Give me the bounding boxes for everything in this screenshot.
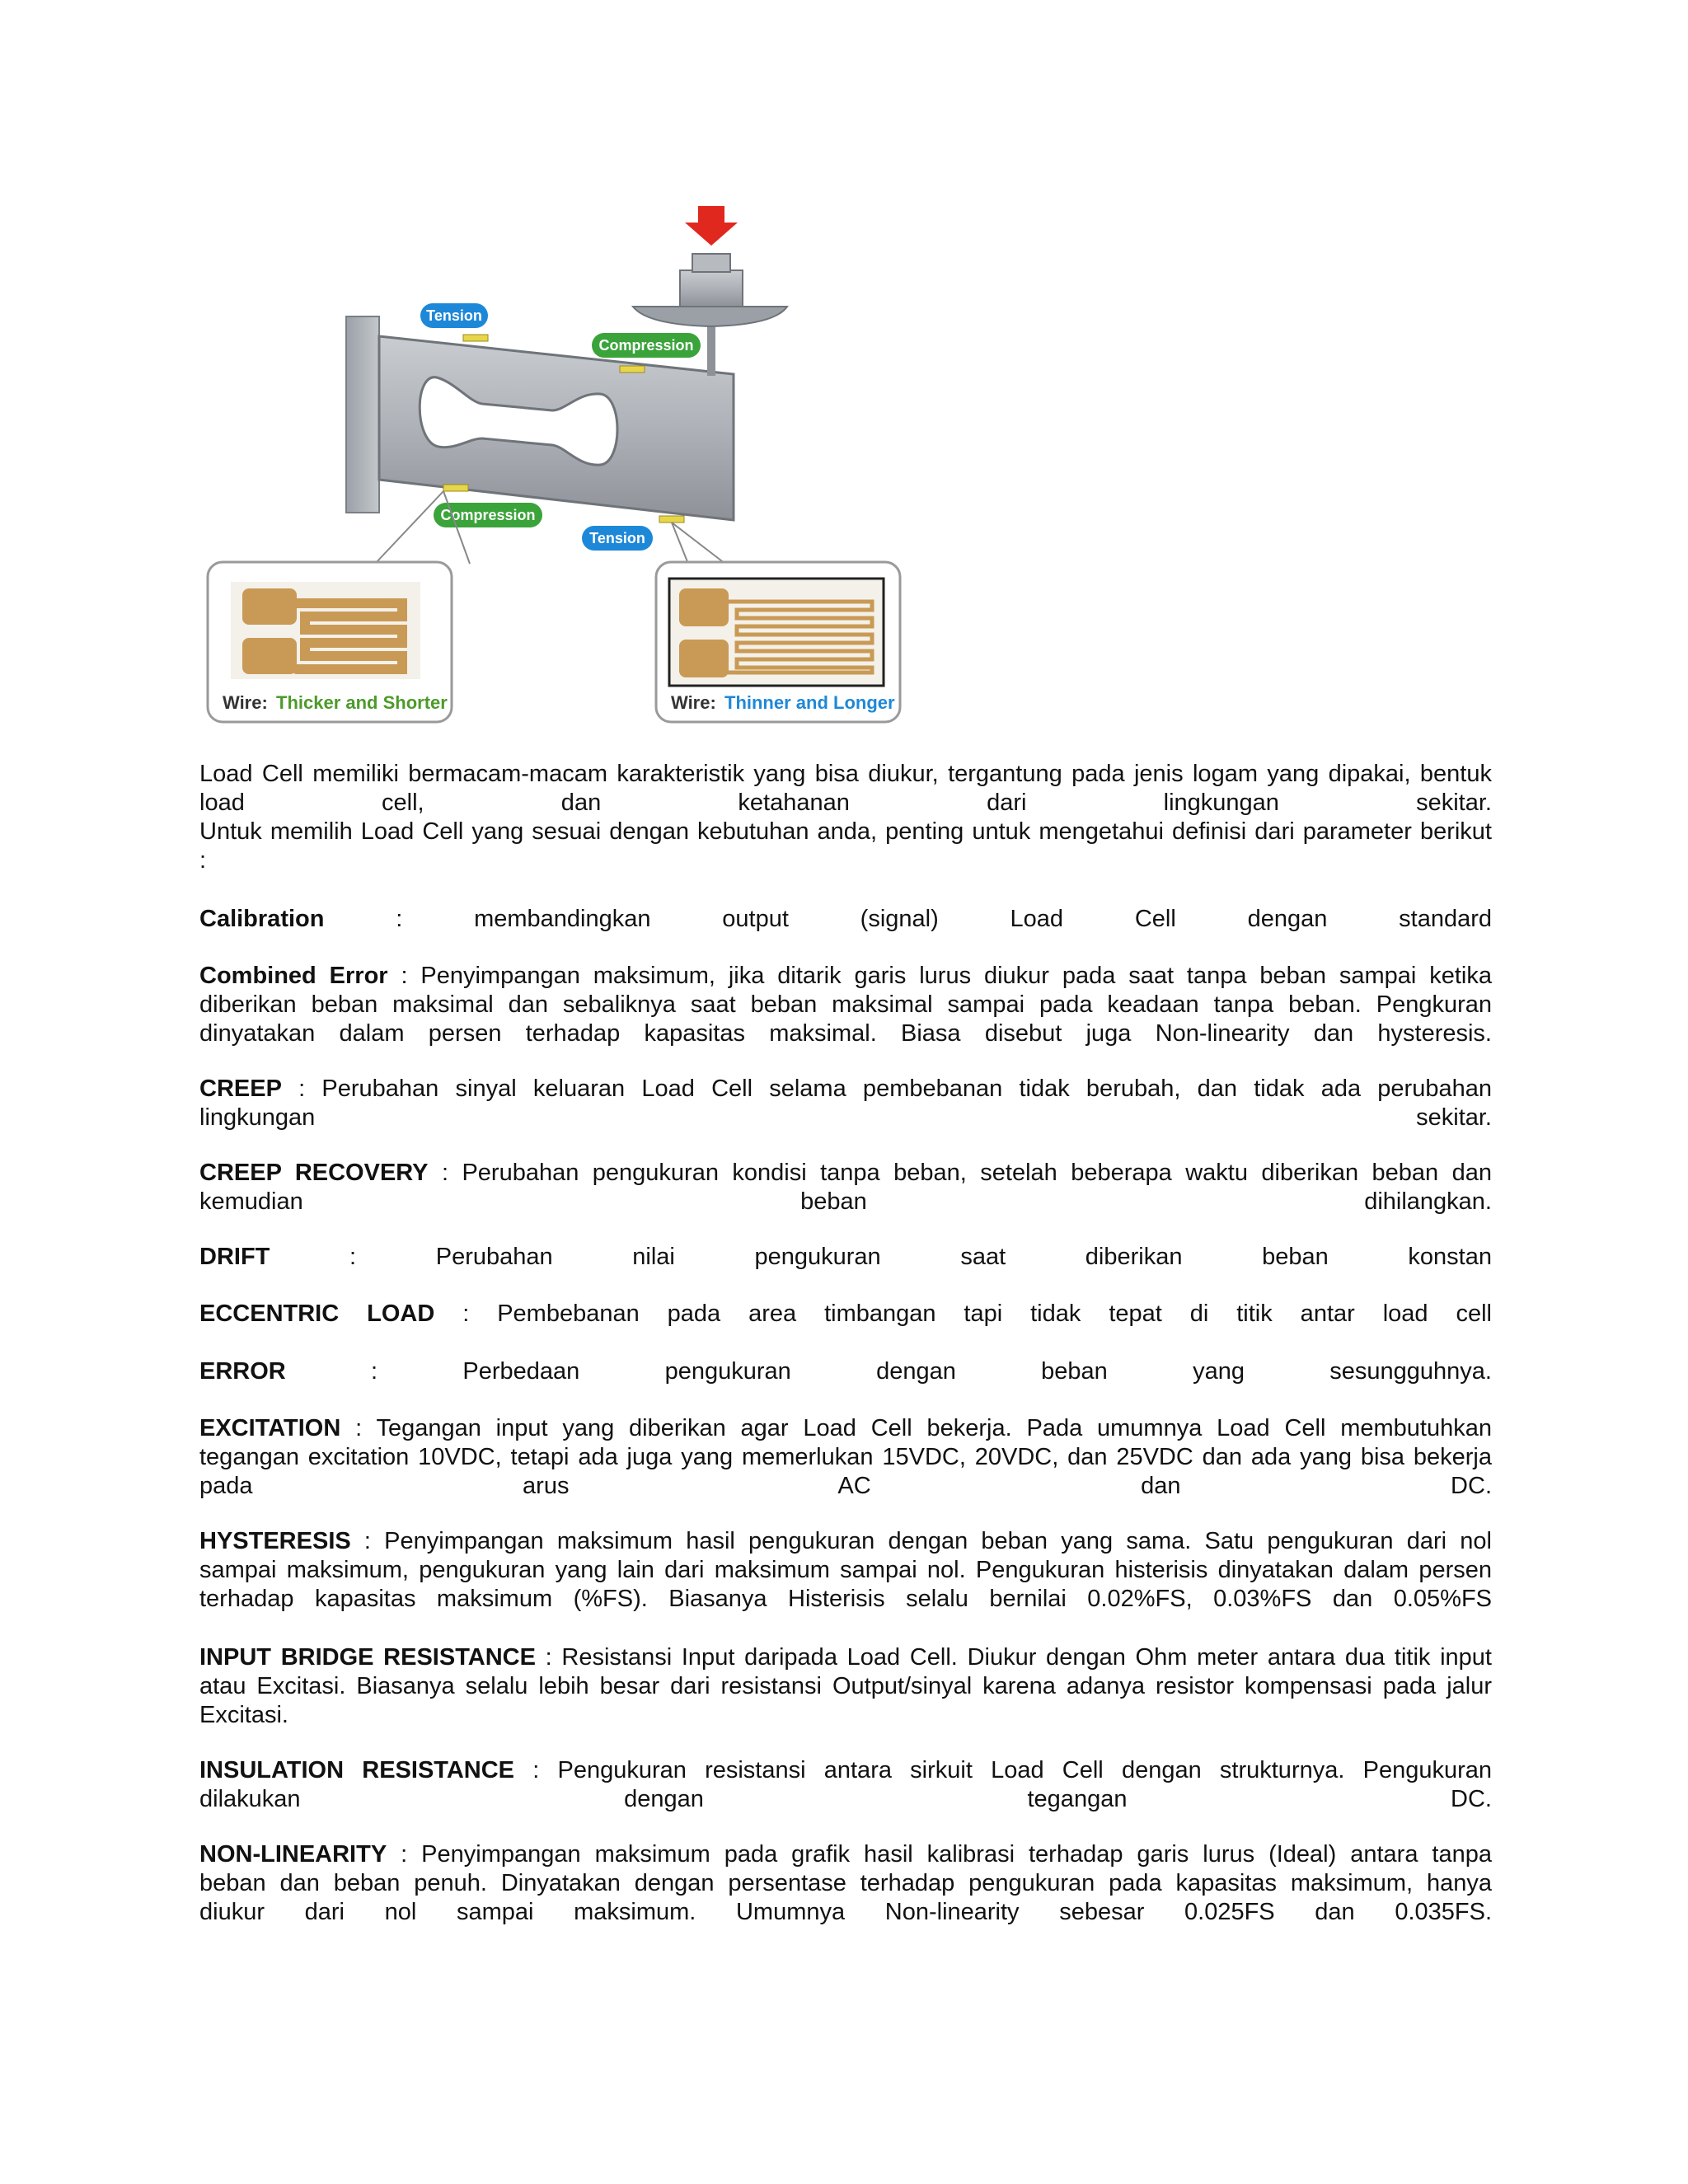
svg-text:Tension: Tension [589,530,645,546]
svg-text:Wire:: Wire: [223,692,268,713]
definition-text: beban dan beban penuh. Dinyatakan dengan persentase terhadap pengukuran pada kapasitas maksimum, hanya [199,1870,1492,1896]
tension-label-top [420,303,488,328]
definition-text: lingkungan sekitar. [199,1104,1492,1131]
definition-text: dinyatakan dalam persen terhadap kapasitas maksimal. Biasa disebut juga Non-linearity dan hysteresis. [199,1020,1492,1047]
definition-line [199,1243,1492,1272]
intro-line: : [199,847,207,874]
definition-text: diukur dari nol sampai maksimum. Umumnya Non-linearity sebesar 0.025FS dan 0.035FS. [199,1899,1492,1925]
svg-text:Compression: Compression [440,507,536,523]
definition-hysteresis [199,1527,1492,1614]
definition-term: Combined Error [199,963,388,989]
intro-line: Untuk memilih Load Cell yang sesuai dengan kebutuhan anda, penting untuk mengetahui definisi dari parameter berikut [199,818,1492,845]
definition-term: ERROR [199,1358,286,1385]
definition-text: : Pengukuran resistansi antara sirkuit Load Cell dengan strukturnya. Pengukuran [514,1757,1493,1783]
definition-text: : Pembebanan pada area timbangan tapi tidak tepat di titik antar load cell [434,1301,1492,1327]
definition-line [199,1188,1492,1216]
definition-line [199,1840,1492,1869]
definition-term: DRIFT [199,1244,270,1270]
mounting-wall [346,316,379,513]
load-weight-cap [692,254,730,272]
definition-input-bridge-resistance [199,1643,1492,1730]
intro-line: Load Cell memiliki bermacam-macam karakteristik yang bisa diukur, tergantung pada jenis logam yang dipakai, bentuk [199,761,1492,787]
definition-text: atau Excitasi. Biasanya selalu lebih besar dari resistansi Output/sinyal karena adanya resistor kompensasi pada jalur [199,1673,1492,1699]
strain-gauge-top-left [463,335,488,341]
definition-text: Excitasi. [199,1702,288,1728]
definition-line [199,1472,1492,1501]
definition-text: : Perubahan nilai pengukuran saat diberikan beban konstan [270,1244,1492,1270]
definition-creep-recovery [199,1159,1492,1216]
definition-text: : Penyimpangan maksimum, jika ditarik garis lurus diukur pada saat tanpa beban sampai ketika [387,963,1492,989]
strain-gauge-bottom-right [659,516,684,523]
strain-gauge-top-right [620,366,645,373]
load-platform [633,307,787,326]
definition-line [199,1785,1492,1814]
definition-line [199,905,1492,934]
definition-term: CREEP [199,1076,282,1102]
definition-eccentric-load [199,1300,1492,1329]
definition-line [199,1898,1492,1927]
definition-creep [199,1075,1492,1132]
svg-text:Tension: Tension [426,307,482,324]
svg-text:Thicker and Shorter: Thicker and Shorter [276,692,448,713]
compression-label-top [592,333,701,358]
definition-drift [199,1243,1492,1272]
definition-line [199,962,1492,991]
definition-term: HYSTERESIS [199,1528,351,1554]
definition-text: sampai maksimum, pengukuran yang lain dari maksimum sampai nol. Pengukuran histerisis dinyatakan dalam persen [199,1557,1492,1583]
definition-excitation [199,1414,1492,1501]
svg-text:Compression: Compression [598,337,694,354]
definition-text: : Penyimpangan maksimum hasil pengukuran dengan beban yang sama. Satu pengukuran dari nol [350,1528,1492,1554]
svg-text:Thinner and Longer: Thinner and Longer [724,692,895,713]
definition-text: : Penyimpangan maksimum pada grafik hasil kalibrasi terhadap garis lurus (Ideal) antara tanpa [387,1841,1492,1868]
definition-line [199,1019,1492,1048]
strain-gauge-bottom-left [443,485,468,491]
definition-line [199,1104,1492,1132]
definition-term: INSULATION RESISTANCE [199,1757,515,1783]
definition-calibration [199,905,1492,934]
definition-insulation-resistance [199,1756,1492,1814]
definition-term: Calibration [199,906,325,932]
intro-line: load cell, dan ketahanan dari lingkungan sekitar. [199,790,1492,816]
compression-label-bottom [434,503,542,527]
definition-text: : Resistansi Input daripada Load Cell. Diukur dengan Ohm meter antara dua titik input [535,1644,1492,1671]
intro-paragraph [199,760,1492,875]
definition-line [199,1701,1492,1730]
definition-line [199,1357,1492,1386]
inset-thinner-longer [656,562,900,722]
definition-text: kemudian beban dihilangkan. [199,1188,1492,1215]
definition-text: diberikan beban maksimal dan sebaliknya saat beban maksimal sampai pada keadaan tanpa beban. Pengkuran [199,991,1492,1018]
force-arrow-icon [685,206,738,246]
svg-text:Wire:: Wire: [671,692,716,713]
definition-text: dilakukan dengan tegangan DC. [199,1786,1492,1812]
definition-line [199,1527,1492,1556]
definition-line [199,1556,1492,1585]
definition-line [199,1414,1492,1443]
definition-text: : Perubahan sinyal keluaran Load Cell selama pembebanan tidak berubah, dan tidak ada perubahan [281,1076,1492,1102]
definition-text: terhadap kapasitas maksimum (%FS). Biasanya Histerisis selalu bernilai 0.02%FS, 0.03%FS dan 0.05%FS [199,1586,1492,1612]
inset-thicker-shorter [208,562,452,722]
definition-text: : Perubahan pengukuran kondisi tanpa beban, setelah beberapa waktu diberikan beban dan [428,1160,1492,1186]
load-cell-diagram [198,194,915,730]
definition-line [199,1443,1492,1472]
definition-term: ECCENTRIC LOAD [199,1301,435,1327]
definition-line [199,1643,1492,1672]
definition-line [199,1585,1492,1614]
definition-line [199,1159,1492,1188]
definition-line [199,991,1492,1019]
definition-text: : membandingkan output (signal) Load Cell dengan standard [324,906,1492,932]
load-weight [680,270,743,307]
definition-term: EXCITATION [199,1415,341,1441]
definition-text: : Perbedaan pengukuran dengan beban yang sesungguhnya. [285,1358,1492,1385]
definition-term: INPUT BRIDGE RESISTANCE [199,1644,536,1671]
definition-text: : Tegangan input yang diberikan agar Load Cell bekerja. Pada umumnya Load Cell membutuhkan [340,1415,1492,1441]
definition-line [199,1756,1492,1785]
definition-line [199,1300,1492,1329]
definition-text: pada arus AC dan DC. [199,1473,1492,1499]
definition-line [199,1672,1492,1701]
callout-right [672,523,725,564]
definition-text: tegangan excitation 10VDC, tetapi ada juga yang memerlukan 15VDC, 20VDC, dan 25VDC dan ada yang bisa bekerja [199,1444,1492,1470]
definition-combined-error [199,962,1492,1048]
tension-label-bottom [582,526,653,551]
definition-line [199,1869,1492,1898]
definition-line [199,1075,1492,1104]
definition-term: CREEP RECOVERY [199,1160,429,1186]
definition-term: NON-LINEARITY [199,1841,387,1868]
definition-non-linearity [199,1840,1492,1927]
definition-error [199,1357,1492,1386]
